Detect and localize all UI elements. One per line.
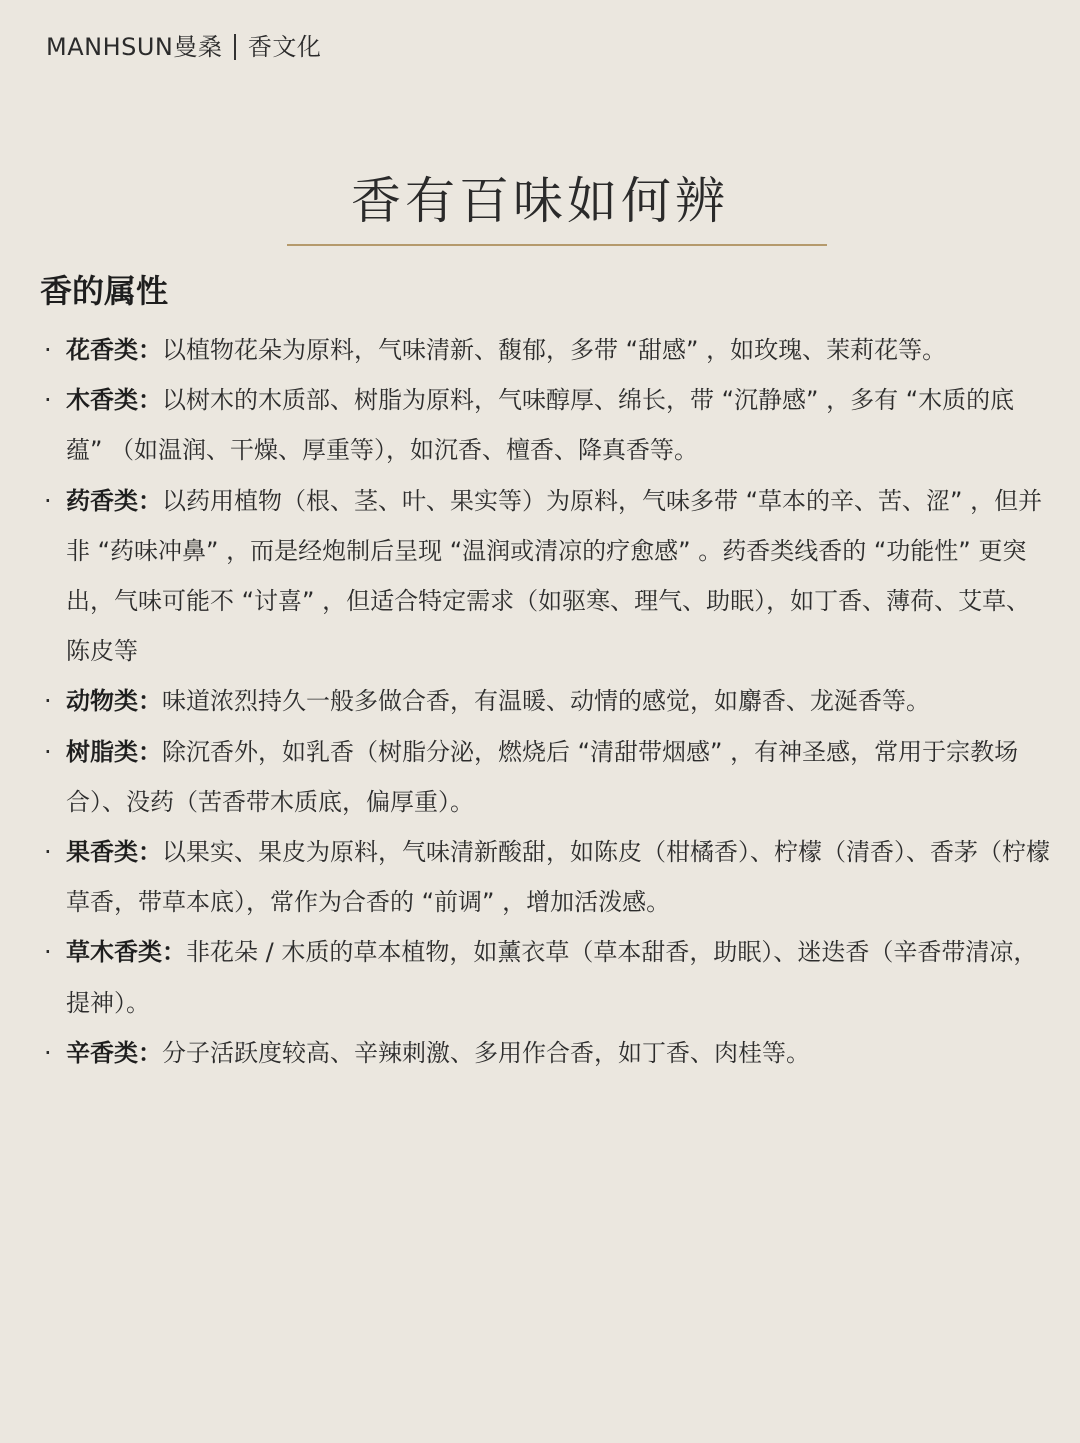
attribute-list (40, 325, 1050, 1078)
bullet-dot: · (44, 486, 52, 515)
item-text: 非花朵 / 木质的草本植物，如薰衣草（草本甜香，助眠）、迷迭香（辛香带清凉，提神）。 (66, 938, 1038, 1017)
title-underline (287, 244, 827, 246)
list-item-woody (40, 375, 1050, 475)
page-title: 香有百味如何辨 (351, 172, 729, 230)
list-item-fruit (40, 827, 1050, 927)
brand-name: MANHSUN曼桑 (46, 33, 223, 61)
list-item-spicy (40, 1028, 1050, 1078)
bullet-dot: · (44, 737, 52, 766)
item-term: 动物类： (66, 687, 162, 716)
item-text: 除沉香外，如乳香（树脂分泌，燃烧后 “清甜带烟感” ，有神圣感，常用于宗教场合）、没药（苦香带木质底，偏厚重）。 (66, 737, 1019, 816)
item-text: 味道浓烈持久一般多做合香，有温暖、动情的感觉，如麝香、龙涎香等。 (162, 687, 930, 716)
item-term: 草木香类： (66, 938, 186, 967)
list-item-floral (40, 325, 1050, 375)
bullet-dot: · (44, 687, 52, 716)
item-term: 花香类： (66, 336, 162, 364)
item-text: 以果实、果皮为原料，气味清新酸甜，如陈皮（柑橘香）、柠檬（清香）、香茅（柠檬草香，带草本底），常作为合香的 “前调” ，增加活泼感。 (66, 838, 1050, 917)
item-term: 药香类： (66, 486, 162, 515)
bullet-dot: · (44, 386, 52, 415)
item-text: 以药用植物（根、茎、叶、果实等）为原料，气味多带 “草本的辛、苦、涩” ，但并非 “药味冲鼻” ，而是经炮制后呈现 “温润或清凉的疗愈感” 。药香类线香的 “功能性” 更突出，气味可能不 “讨喜” ，但适合特定需求（如驱寒、理气、助眠），如丁香、薄荷、艾草、陈皮等 (66, 486, 1043, 666)
list-item-animal (40, 676, 1050, 726)
item-term: 果香类： (66, 838, 162, 867)
item-term: 辛香类： (66, 1038, 162, 1067)
item-text: 以树木的木质部、树脂为原料，气味醇厚、绵长，带 “沉静感” ，多有 “木质的底蕴” （如温润、干燥、厚重等），如沉香、檀香、降真香等。 (66, 386, 1015, 465)
item-text: 分子活跃度较高、辛辣刺激、多用作合香，如丁香、肉桂等。 (162, 1038, 810, 1067)
bullet-dot: · (44, 1038, 52, 1067)
brand-section: 香文化 (247, 33, 322, 61)
item-text: 以植物花朵为原料，气味清新、馥郁，多带 “甜感” ，如玫瑰、茉莉花等。 (162, 336, 947, 364)
bullet-dot: · (44, 336, 52, 364)
list-item-herbaceous (40, 927, 1050, 1027)
list-item-herbal-medicine (40, 476, 1050, 677)
bullet-dot: · (44, 838, 52, 867)
bullet-dot: · (44, 938, 52, 967)
brand-divider (234, 34, 236, 60)
item-term: 树脂类： (66, 737, 162, 766)
section-heading: 香的属性 (40, 272, 169, 310)
brand-header (46, 30, 321, 64)
list-item-resin (40, 727, 1050, 827)
item-term: 木香类： (66, 386, 162, 415)
